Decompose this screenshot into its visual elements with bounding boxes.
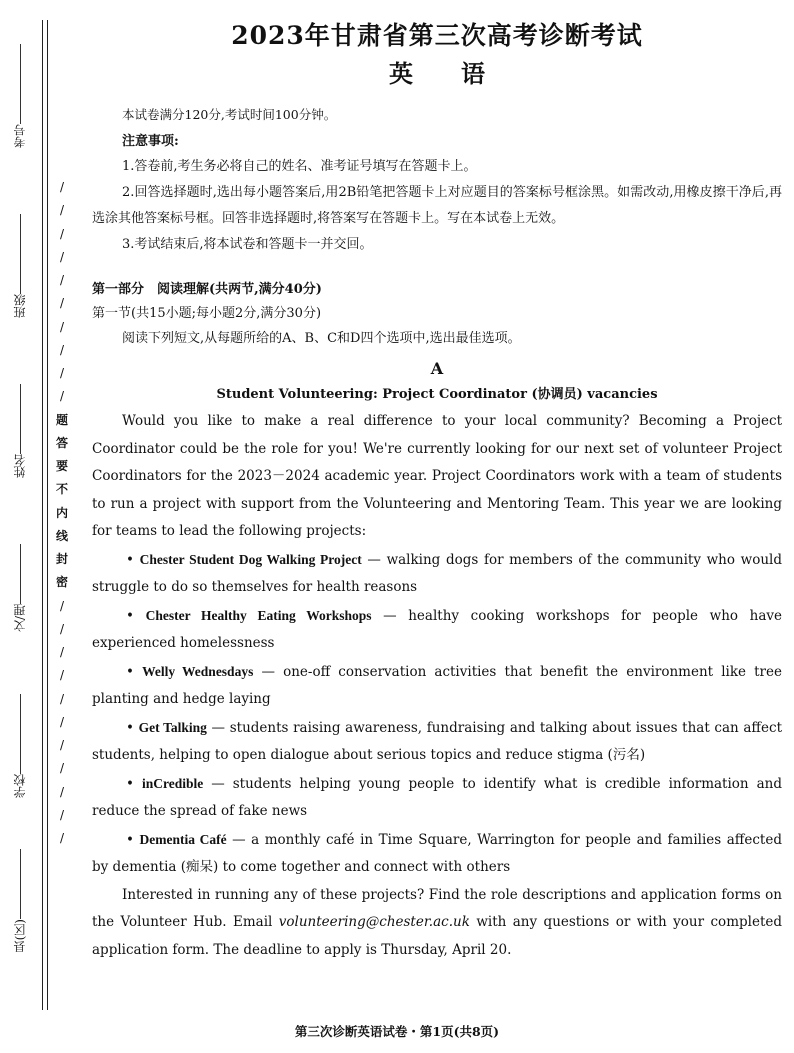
project-item: • Chester Student Dog Walking Project — walking dogs for members of the community who would struggle to do so themselves for health reasons	[92, 551, 782, 595]
binding-margin	[0, 0, 80, 1053]
margin-rule-right	[47, 20, 48, 1010]
name-label: 姓名	[13, 454, 27, 478]
project-item: • Get Talking — students raising awareness, fundraising and talking about issues that can affect students, helping to open dialogue about serious topics and reduce stigma (污名)	[92, 719, 782, 763]
seal-line-text: / / / / / / / / / / 题 答 要 不 内 线 封 密 / / / / / / / / / / /	[55, 180, 68, 845]
project-desc: — students raising awareness, fundraising and talking about issues that can affect students, helping to open dialogue about serious topics and reduce stigma (污名)	[92, 719, 782, 763]
seal-char: 密	[55, 575, 68, 590]
instruction-item: 3.考试结束后,将本试卷和答题卡一并交回。	[122, 237, 373, 252]
project-name: inCredible	[141, 775, 204, 791]
seal-char: 要	[55, 459, 68, 473]
project-name: Chester Healthy Eating Workshops	[145, 607, 372, 623]
project-item: • inCredible — students helping young people to identify what is credible information and reduce the spread of fake news	[92, 775, 782, 819]
project-desc: — walking dogs for members of the community who would struggle to do so themselves for health reasons	[92, 551, 782, 595]
project-name: Dementia Café	[139, 831, 227, 847]
project-name: Welly Wednesdays	[142, 663, 254, 679]
passage-letter: A	[430, 359, 444, 378]
section-direction: 阅读下列短文,从每题所给的A、B、C和D四个选项中,选出最佳选项。	[122, 331, 521, 346]
project-name: Chester Student Dog Walking Project	[139, 551, 362, 567]
seal-char: 不	[55, 482, 68, 497]
seal-char: 题	[55, 412, 68, 427]
project-desc: — students helping young people to identify what is credible information and reduce the spread of fake news	[92, 775, 782, 819]
exam-page	[92, 20, 782, 964]
arts-science-label: 文/理	[13, 604, 27, 633]
subject-title: 英语	[389, 59, 533, 88]
exam-number-field[interactable]	[4, 40, 36, 148]
seal-char: 封	[55, 552, 68, 566]
project-item: • Chester Healthy Eating Workshops — healthy cooking workshops for people who have experienced homelessness	[92, 607, 783, 651]
passage-intro: Would you like to make a real difference to your local community? Becoming a Project Coordinator could be the role for you! We're currently looking for our next set of volunteer Project Coordinators for the 2023－2024 academic year. Project Coordinators work with a team of students to run a project with support from the Volunteering and Mentoring Team. This year we are looking for teams to lead the following projects:	[92, 413, 782, 539]
exam-number-line	[20, 44, 21, 124]
county-field[interactable]	[4, 845, 36, 952]
passage-closing	[92, 882, 782, 965]
seal-char: 内	[55, 505, 68, 520]
exam-title: 2023年甘肃省第三次高考诊断考试	[231, 21, 643, 50]
school-field[interactable]	[4, 690, 36, 798]
county-line	[20, 849, 21, 919]
name-field[interactable]	[4, 380, 36, 478]
instruction-item: 2.回答选择题时,选出每小题答案后,用2B铅笔把答题卡上对应题目的答案标号框涂黑。如需改动,用橡皮擦干净后,再选涂其他答案标号框。回答非选择题时,将答案写在答题卡上。写在本试卷上无效。	[92, 185, 782, 226]
part-title: 第一部分 阅读理解(共两节,满分40分)	[92, 282, 322, 297]
class-line	[20, 214, 21, 294]
closing-text: with any questions or with your completed application form. The deadline to apply is Thursday, April 20.	[92, 914, 782, 958]
margin-rule-left	[42, 20, 43, 1010]
notice-title: 注意事项:	[122, 134, 179, 149]
project-desc: — a monthly café in Time Square, Warrington for people and families affected by dementia (痴呆) to come together and connect with others	[92, 831, 782, 875]
exam-info: 本试卷满分120分,考试时间100分钟。	[122, 107, 337, 122]
section-title: 第一节(共15小题;每小题2分,满分30分)	[92, 306, 322, 321]
project-item: • Welly Wednesdays — one-off conservation activities that benefit the environment like tree planting and hedge laying	[92, 663, 782, 707]
seal-char: 答	[55, 435, 68, 450]
school-line	[20, 694, 21, 774]
arts-science-field[interactable]	[4, 540, 36, 632]
class-field[interactable]	[4, 210, 36, 318]
instruction-item: 1.答卷前,考生务必将自己的姓名、准考证号填写在答题卡上。	[122, 159, 477, 174]
project-item: • Dementia Café — a monthly café in Time Square, Warrington for people and families affected by dementia (痴呆) to come together and connect with others	[92, 831, 782, 875]
arts-science-line	[20, 544, 21, 604]
school-label: 学校	[13, 774, 27, 798]
seal-char: 线	[55, 528, 68, 543]
name-line	[20, 384, 21, 454]
exam-number-label: 考号	[13, 124, 27, 148]
closing-text: Interested in running any of these projects? Find the role descriptions and application forms on the Volunteer Hub. Email	[92, 886, 782, 930]
project-desc: — one-off conservation activities that benefit the environment like tree planting and hedge laying	[92, 663, 782, 707]
class-label: 班级	[13, 294, 27, 318]
page-footer: 第三次诊断英语试卷・第1页(共8页)	[294, 1024, 500, 1039]
project-name: Get Talking	[138, 719, 207, 735]
passage-title: Student Volunteering: Project Coordinator (协调员) vacancies	[216, 387, 658, 402]
county-label: 县(区)	[13, 919, 27, 953]
project-desc: — healthy cooking workshops for people who have experienced homelessness	[92, 607, 783, 651]
email-link[interactable]: volunteering@chester.ac.uk	[278, 914, 470, 930]
